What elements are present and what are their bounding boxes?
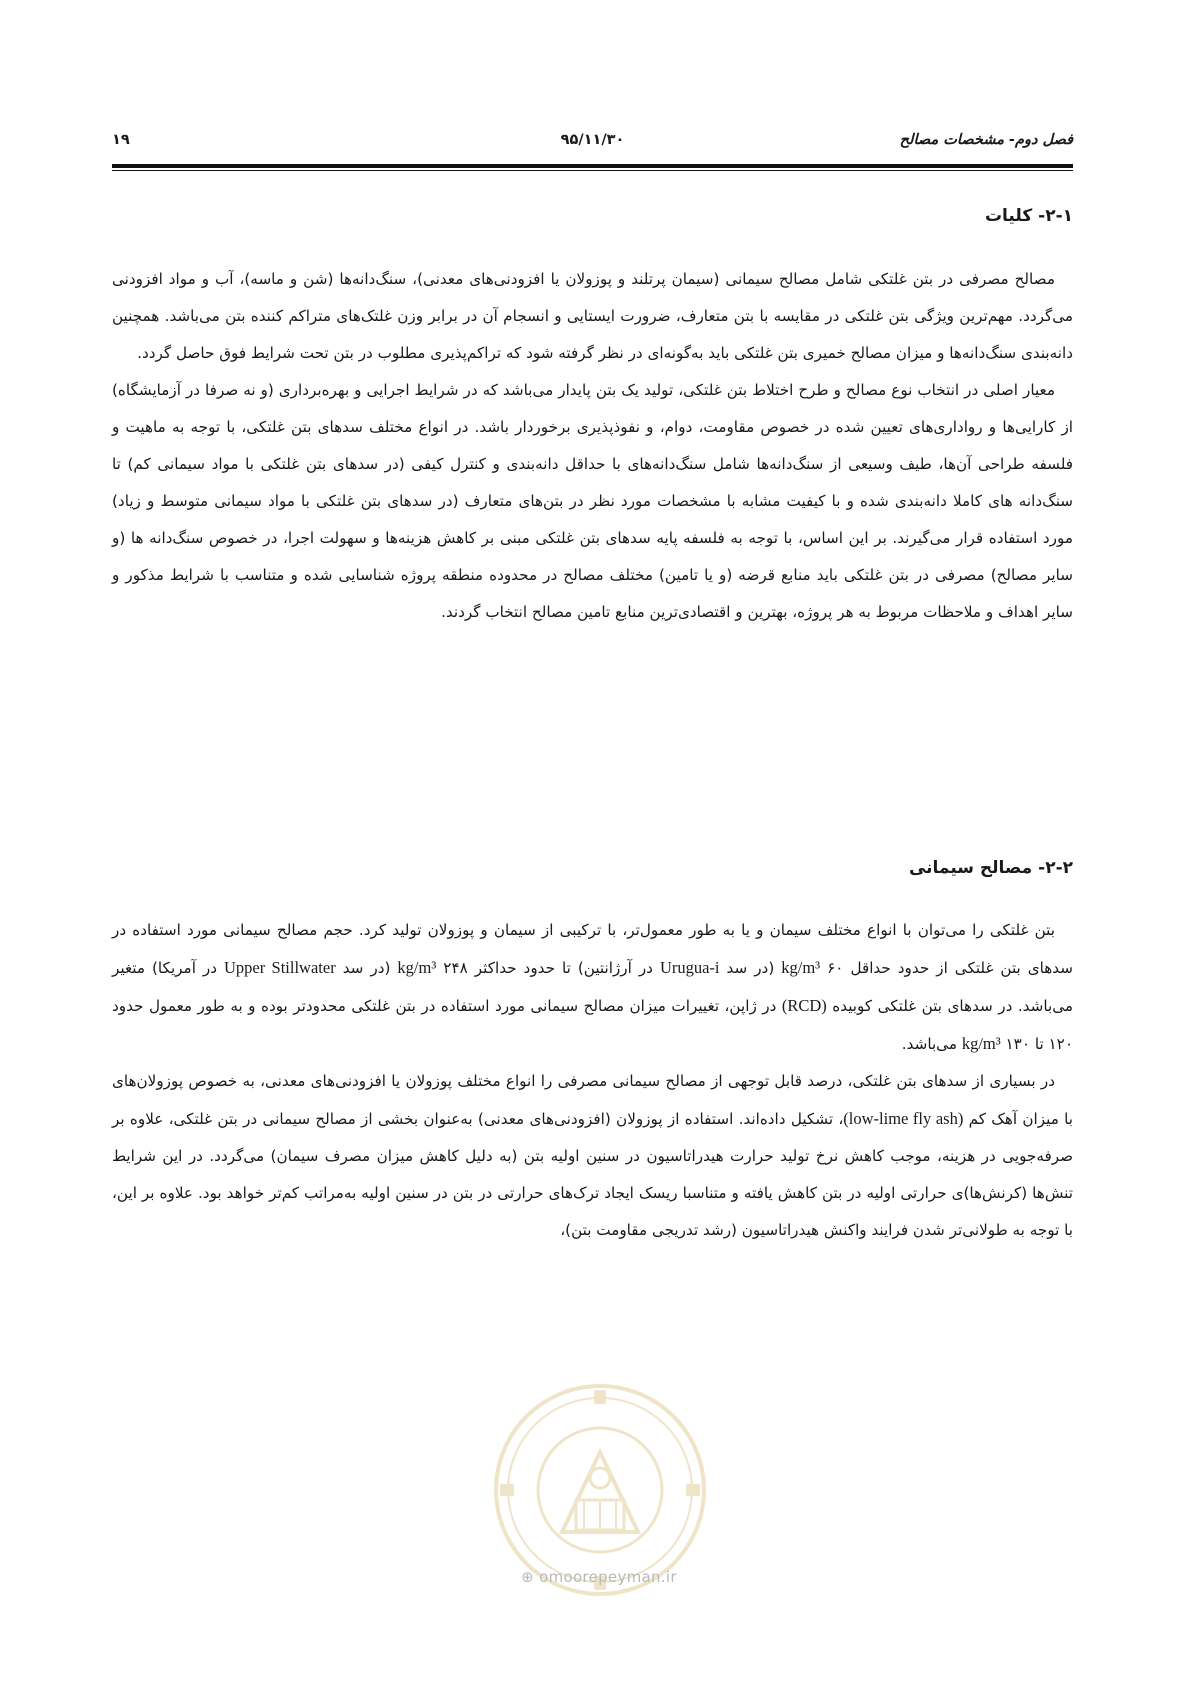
header-date: ۹۵/۱۱/۳۰ — [560, 132, 625, 148]
header-rule-thin — [112, 170, 1073, 171]
paragraph: معیار اصلی در انتخاب نوع مصالح و طرح اختلاط بتن غلتکی، تولید یک بتن پایدار می‌باشد که در شرایط اجرایی و بهره‌برداری (و نه صرفا در آزمایشگاه) از کارایی‌ها و رواداری‌های تعیین شده در خصوص مقاومت، دوام، و نفوذپذیری برخوردار باشد. در انواع مختلف سدهای بتن غلتکی، با توجه به ماهیت و فلسفه طراحی آن‌ها، طیف وسیعی از سنگ‌دانه‌ها شامل سنگ‌دانه‌های با حداقل دانه‌بندی و کنترل کیفی (در سدهای بتن غلتکی با مواد سیمانی کم) تا سنگ‌دانه های کاملا دانه‌بندی شده و با کیفیت مشابه با مشخصات مورد نظر در بتن‌های متعارف (در سدهای بتن غلتکی با مواد سیمانی متوسط و زیاد) مورد استفاده قرار می‌گیرند. بر این اساس، با توجه به فلسفه پایه سدهای بتن غلتکی مبنی بر کاهش هزینه‌ها و سهولت اجرا، در خصوص سنگ‌دانه ها (و سایر مصالح) مصرفی در بتن غلتکی باید منابع قرضه (و یا تامین) مختلف مصالح در محدوده منطقه پروژه شناسایی شده و متناسب با شرایط مذکور و سایر اهداف و ملاحظات مربوط به هر پروژه، بهترین و اقتصادی‌ترین منابع تامین مصالح انتخاب گردند. — [112, 381, 1073, 621]
header-rule-thick — [112, 164, 1073, 168]
section-cementitious-body — [112, 912, 1073, 1249]
section-general-body — [112, 261, 1073, 631]
seal-logo-icon — [492, 1382, 708, 1598]
page-header — [112, 126, 1073, 156]
page-number: ۱۹ — [112, 132, 130, 148]
paragraph: مصالح مصرفی در بتن غلتکی شامل مصالح سیمانی (سیمان پرتلند و پوزولان یا افزودنی‌های معدنی)، سنگ‌دانه‌ها (شن و ماسه)، آب و مواد افزودنی می‌گردد. مهم‌ترین ویژگی بتن غلتکی در مقایسه با بتن متعارف، ضرورت ایستایی و انسجام آن در برابر وزن غلتک‌های متراکم کننده بتن می‌باشد. همچنین دانه‌بندی سنگ‌دانه‌ها و میزان مصالح خمیری بتن غلتکی باید به‌گونه‌ای در نظر گرفته شود که تراکم‌پذیری مطلوب در بتن تحت شرایط فوق حاصل گردد. — [112, 270, 1073, 362]
watermark-url: ⊕ omoorepeyman.ir — [521, 1568, 677, 1586]
section-heading-general: ۲-۱- کلیات — [984, 206, 1073, 226]
section-heading-cementitious: ۲-۲- مصالح سیمانی — [908, 858, 1073, 878]
paragraph: بتن غلتکی را می‌توان با انواع مختلف سیمان و یا به طور معمول‌تر، با ترکیبی از سیمان و پوزولان تولید کرد. حجم مصالح سیمانی مورد استفاده در سدهای بتن غلتکی از حدود حداقل ۶۰ kg/m³ (در سد Urugua-i در آرژانتین) تا حدود حداکثر ۲۴۸ kg/m³ (در سد Upper Stillwater در آمریکا) متغیر می‌باشد. در سدهای بتن غلتکی کوبیده (RCD) در ژاپن، تغییرات میزان مصالح سیمانی مورد استفاده در بتن غلتکی محدودتر بوده و به طور معمول حدود ۱۲۰ تا ۱۳۰ kg/m³ می‌باشد. — [112, 921, 1073, 1053]
paragraph: در بسیاری از سدهای بتن غلتکی، درصد قابل توجهی از مصالح سیمانی مصرفی را انواع مختلف پوزولان یا افزودنی‌های معدنی، به خصوص پوزولان‌های با میزان آهک کم (low-lime fly ash)، تشکیل داده‌اند. استفاده از پوزولان (افزودنی‌های معدنی) به‌عنوان بخشی از مصالح سیمانی در بتن غلتکی، علاوه بر صرفه‌جویی در هزینه، موجب کاهش نرخ تولید حرارت هیدراتاسیون در سنین اولیه بتن (به دلیل کاهش میزان مصرف سیمان) می‌گردد. در این شرایط تنش‌ها (کرنش‌ها)ی حرارتی اولیه در بتن کاهش یافته و متناسبا ریسک ایجاد ترک‌های حرارتی در بتن در سنین اولیه به‌مراتب کم‌تر خواهد بود. علاوه بر این، با توجه به طولانی‌تر شدن فرایند واکنش هیدراتاسیون (رشد تدریجی مقاومت بتن)، — [112, 1072, 1074, 1239]
chapter-title: فصل دوم- مشخصات مصالح — [899, 132, 1073, 148]
globe-icon: ⊕ — [521, 1568, 540, 1586]
